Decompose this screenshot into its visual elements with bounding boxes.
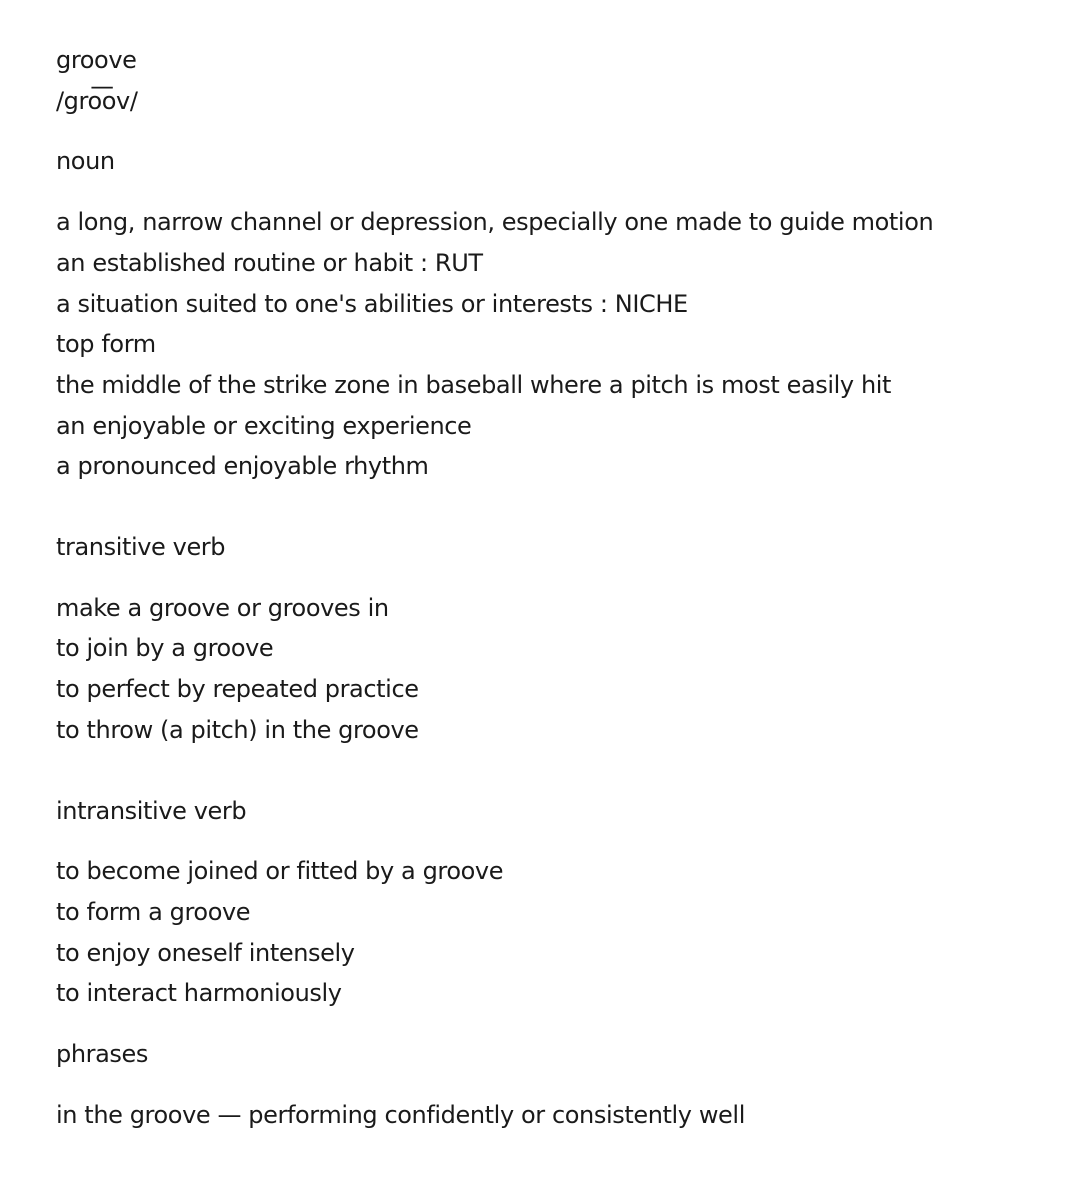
sense-item: a situation suited to one's abilities or interests : NICHE (56, 289, 688, 318)
spacer (56, 1075, 1056, 1095)
spacer (56, 121, 1056, 141)
spacer (56, 831, 1056, 851)
spacer (56, 487, 1056, 527)
sense-item: an established routine or habit : RUT (56, 248, 483, 277)
sense-item: a pronounced enjoyable rhythm (56, 452, 429, 481)
headword: groove (56, 46, 137, 74)
sense-item: to throw (a pitch) in the groove (56, 715, 419, 744)
part-of-speech-intransitive-verb: intransitive verb (56, 796, 247, 825)
spacer (56, 182, 1056, 202)
spacer (56, 568, 1056, 588)
sense-item: to become joined or fitted by a groove (56, 857, 504, 886)
sense-item: top form (56, 330, 156, 359)
sense-item: an enjoyable or exciting experience (56, 411, 472, 440)
dictionary-entry (56, 40, 1056, 1135)
sense-item: the middle of the strike zone in baseball where a pitch is most easily hit (56, 370, 892, 399)
sense-item: to perfect by repeated practice (56, 675, 419, 704)
spacer (56, 751, 1056, 791)
section-phrases: phrases (56, 1040, 148, 1069)
sense-item: to form a groove (56, 897, 251, 926)
sense-item: a long, narrow channel or depression, especially one made to guide motion (56, 208, 934, 237)
sense-item: make a groove or grooves in (56, 593, 389, 622)
sense-item: to join by a groove (56, 634, 274, 663)
phrase-item: in the groove — performing confidently or consistently well (56, 1100, 745, 1129)
part-of-speech-noun: noun (56, 147, 115, 176)
intransitive-verb-senses (56, 851, 1056, 1014)
pronunciation: /gro͞ov/ (56, 86, 138, 115)
phrase-list (56, 1095, 1056, 1136)
sense-item: to interact harmoniously (56, 979, 342, 1008)
sense-item: to enjoy oneself intensely (56, 938, 355, 967)
spacer (56, 1014, 1056, 1034)
part-of-speech-transitive-verb: transitive verb (56, 533, 226, 562)
transitive-verb-senses (56, 588, 1056, 751)
noun-senses (56, 202, 1056, 487)
